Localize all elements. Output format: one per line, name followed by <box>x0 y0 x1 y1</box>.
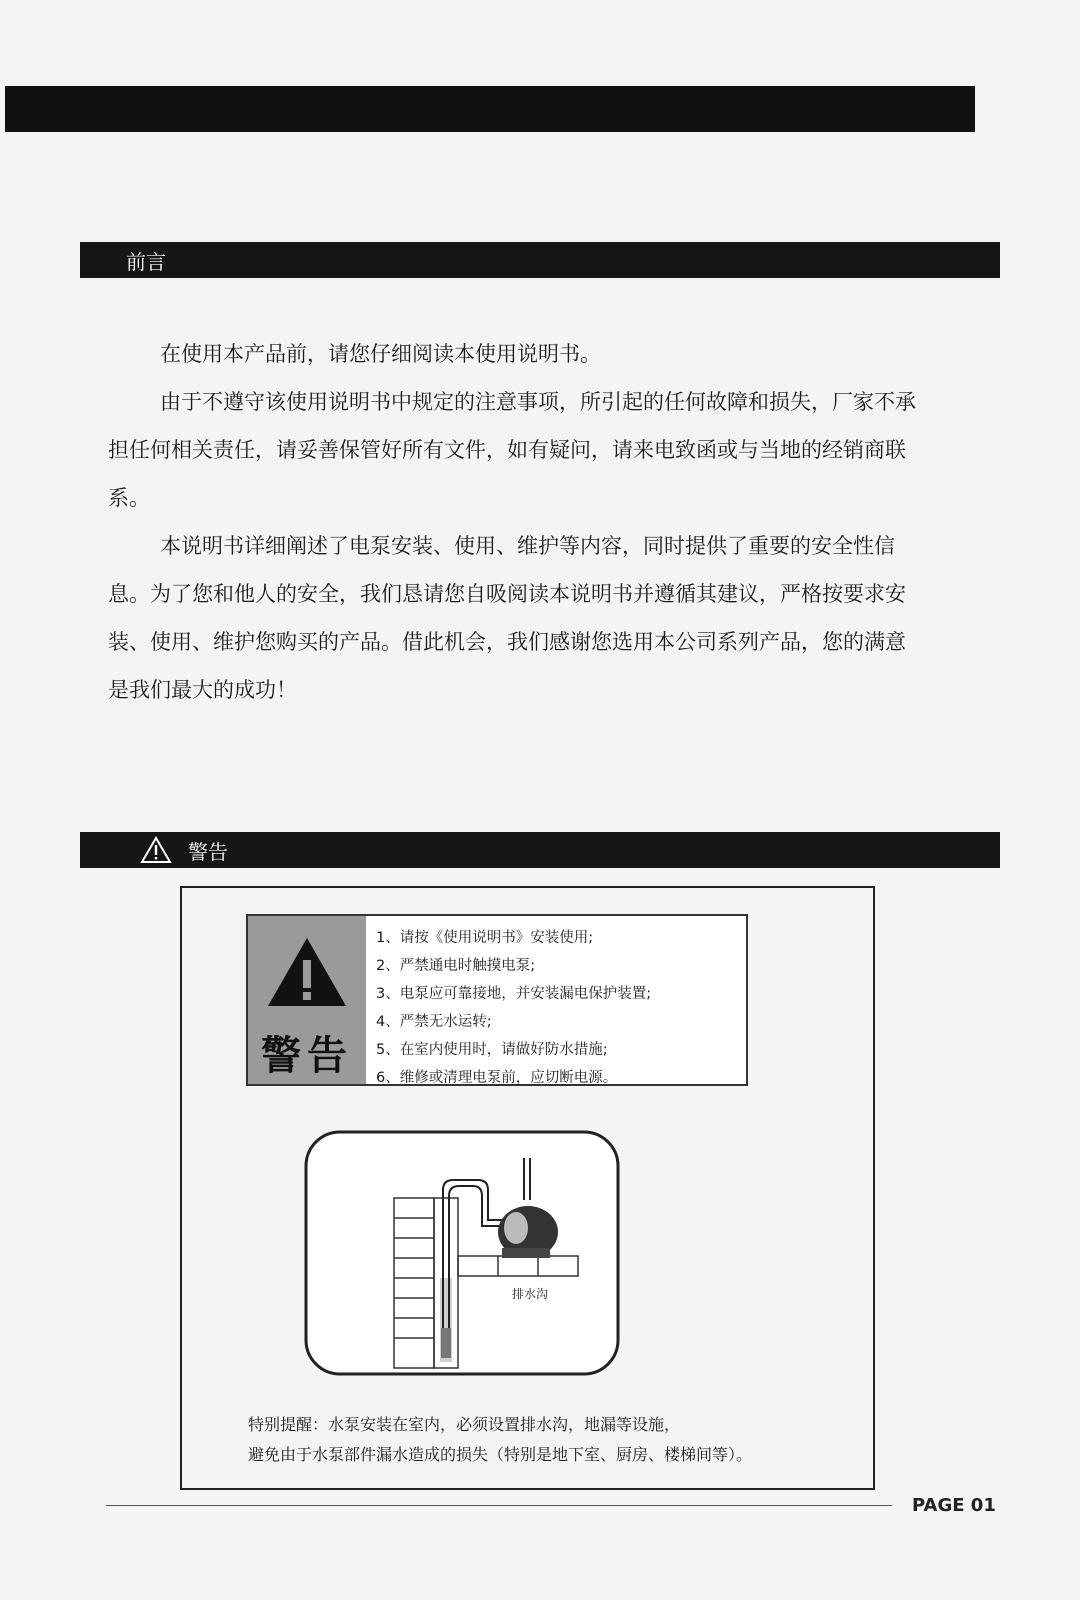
warning-panel <box>246 914 748 1086</box>
reminder-line-2: 避免由于水泵部件漏水造成的损失（特别是地下室、厨房、楼梯间等）。 <box>248 1445 753 1464</box>
exclamation-triangle-icon <box>264 934 350 1010</box>
warning-label-block <box>248 916 366 1084</box>
reminder-line-1: 特别提醒：水泵安装在室内，必须设置排水沟，地漏等设施， <box>248 1415 681 1434</box>
warning-rule: 1、请按《使用说明书》安装使用; <box>376 930 594 946</box>
footer-divider <box>106 1505 892 1506</box>
warning-rule: 6、维修或清理电泵前，应切断电源。 <box>376 1070 618 1086</box>
warning-title: 警告 <box>188 839 228 864</box>
pump-installation-illustration <box>302 1128 622 1378</box>
preface-paragraph-2: 由于不遵守该使用说明书中规定的注意事项，所引起的任何故障和损失，厂家不承担任何相关责任，请妥善保管好所有文件，如有疑问，请来电致函或与当地的经销商联系。 <box>108 390 916 510</box>
drain-label: 排水沟 <box>512 1287 549 1301</box>
special-reminder <box>248 1410 858 1470</box>
warning-rules-list <box>376 924 651 1092</box>
warning-rule: 3、电泵应可靠接地，并安装漏电保护装置; <box>376 986 652 1002</box>
preface-paragraph-1: 在使用本产品前，请您仔细阅读本使用说明书。 <box>160 342 601 366</box>
warning-label-text: 警告 <box>261 1033 353 1079</box>
warning-rule: 5、在室内使用时，请做好防水措施; <box>376 1042 608 1058</box>
preface-title: 前言 <box>126 249 166 274</box>
preface-section-header <box>80 242 1000 278</box>
page-number: PAGE 01 <box>912 1495 996 1516</box>
warning-triangle-icon <box>140 836 172 864</box>
top-header-bar <box>5 86 975 132</box>
warning-section-header <box>80 832 1000 868</box>
warning-frame <box>180 886 875 1490</box>
preface-paragraph-3: 本说明书详细阐述了电泵安装、使用、维护等内容，同时提供了重要的安全性信息。为了您和他人的安全，我们恳请您自吸阅读本说明书并遵循其建议，严格按要求安装、使用、维护您购买的产品。借此机会，我们感谢您选用本公司系列产品，您的满意是我们最大的成功！ <box>108 534 906 702</box>
warning-rule: 2、严禁通电时触摸电泵; <box>376 958 536 974</box>
warning-rule: 4、严禁无水运转; <box>376 1014 492 1030</box>
